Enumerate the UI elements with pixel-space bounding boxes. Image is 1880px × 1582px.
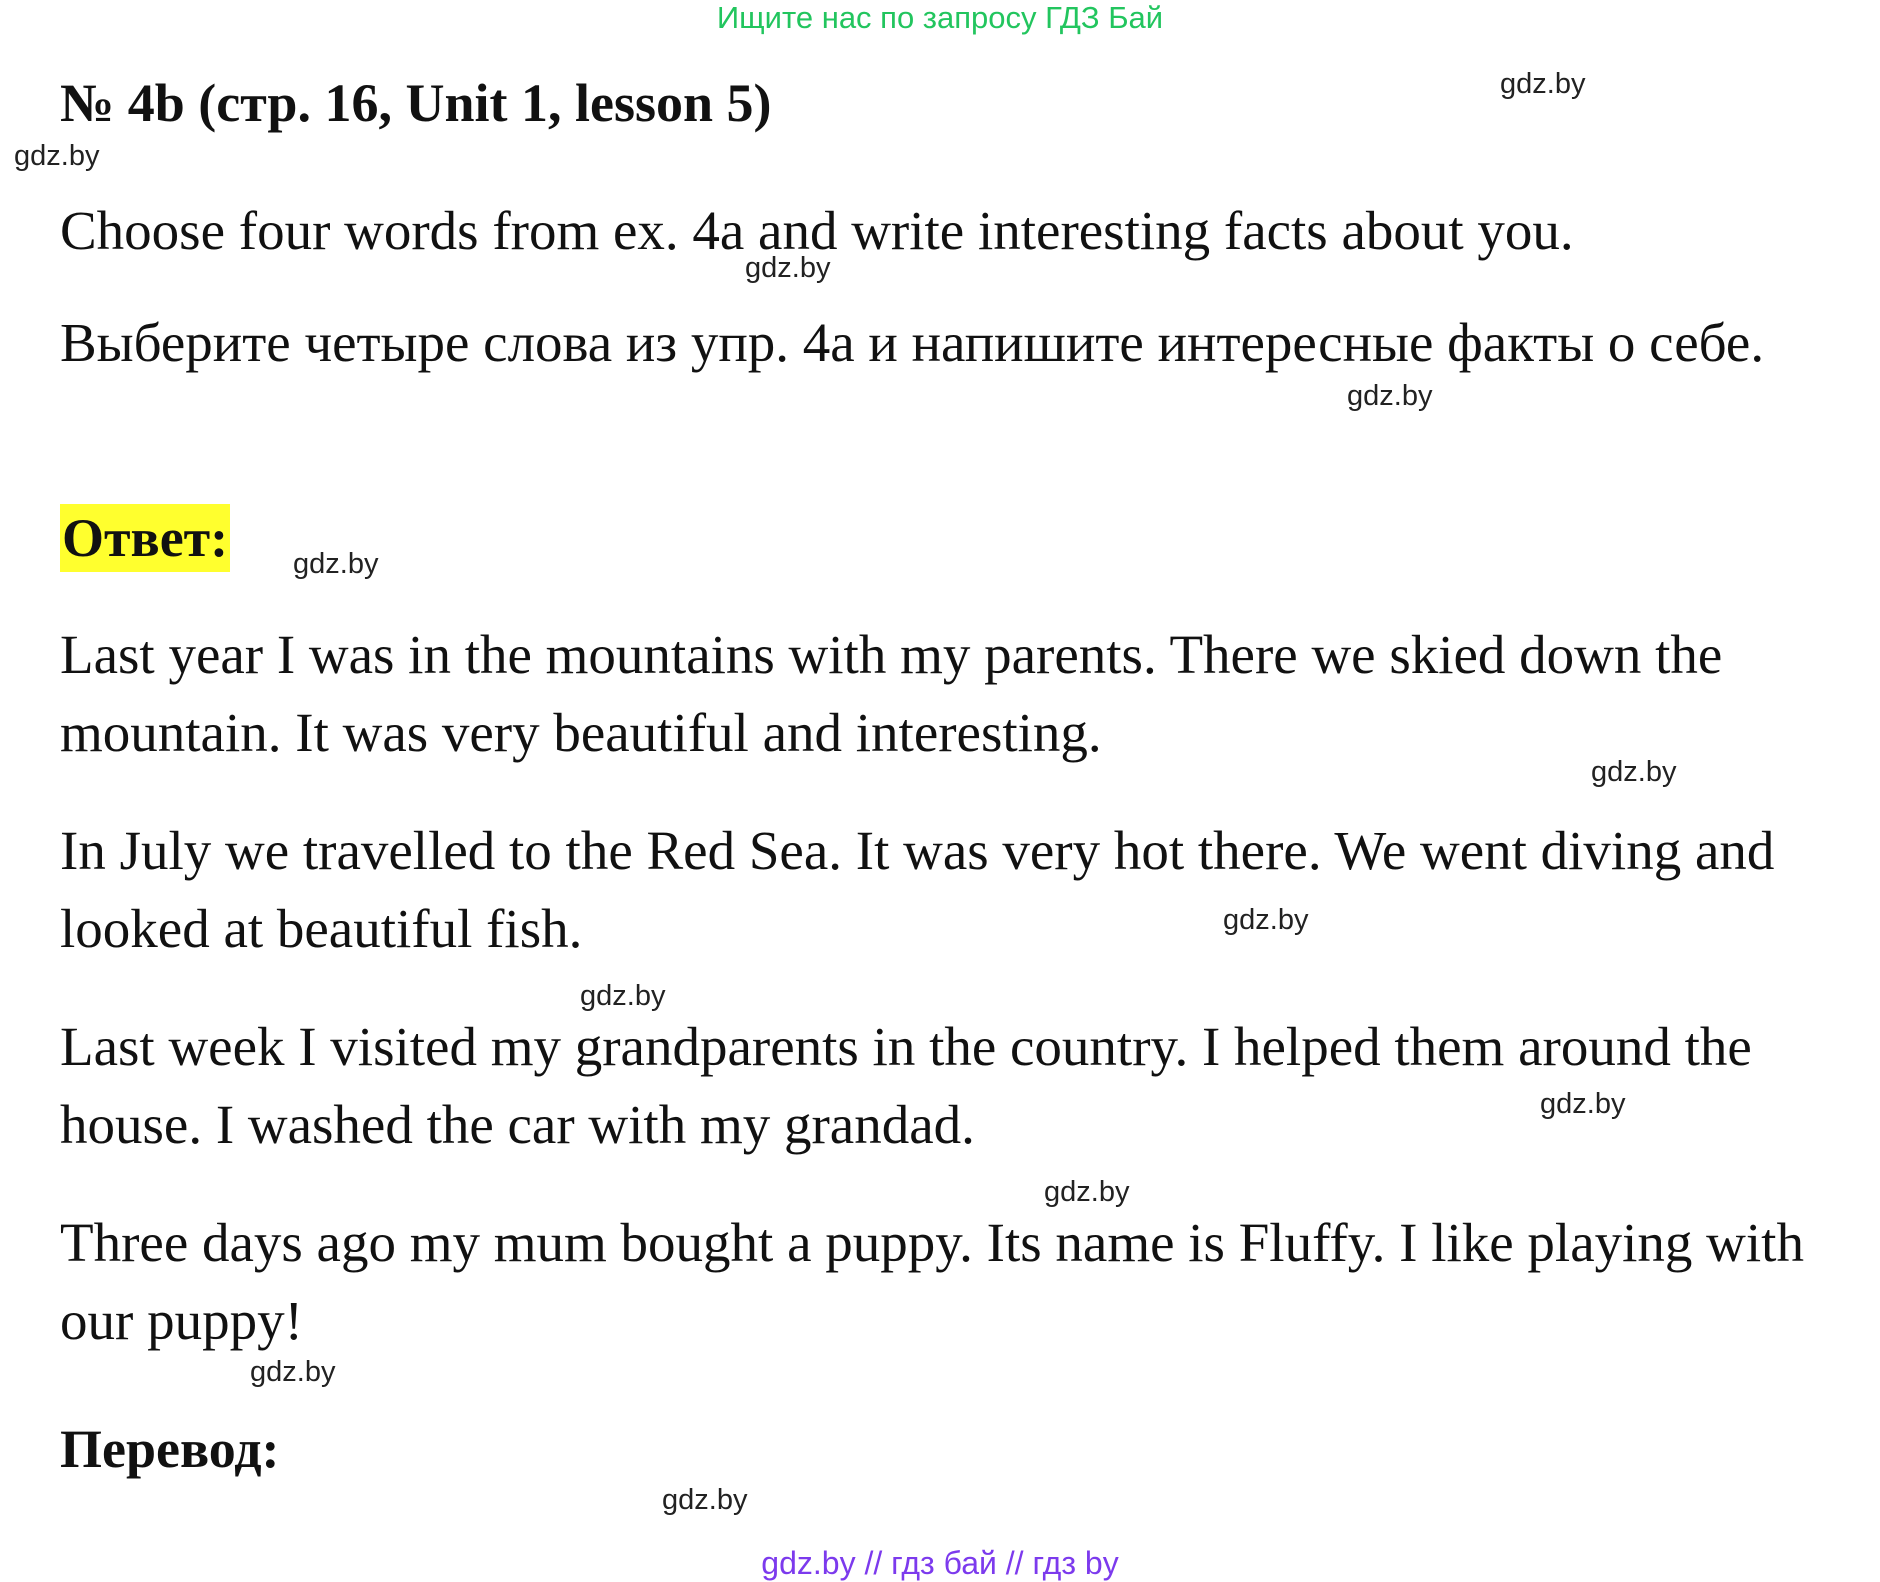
watermark: gdz.by [14, 140, 100, 172]
answer-label: Ответ: [60, 504, 230, 572]
watermark: gdz.by [580, 980, 666, 1012]
translation-label: Перевод: [60, 1419, 280, 1479]
watermark: gdz.by [1044, 1176, 1130, 1208]
watermark: gdz.by [1591, 756, 1677, 788]
watermark: gdz.by [745, 252, 831, 284]
watermark: gdz.by [1223, 904, 1309, 936]
task-russian: Выберите четыре слова из упр. 4a и напишите интересные факты о себе. [60, 312, 1765, 373]
answer-paragraph: Last year I was in the mountains with my parents. There we skied down the mountain. It was very beautiful and interesting. [60, 624, 1723, 763]
answer-paragraph: Last week I visited my grandparents in the country. I helped them around the house. I washed the car with my grandad. [60, 1016, 1752, 1155]
answer-paragraph: In July we travelled to the Red Sea. It was very hot there. We went diving and looked at beautiful fish. [60, 820, 1775, 959]
watermark: gdz.by [1540, 1088, 1626, 1120]
watermark: gdz.by [293, 548, 379, 580]
footer-links: gdz.by // гдз бай // гдз by [761, 1545, 1119, 1581]
watermark: gdz.by [1500, 68, 1586, 100]
task-english: Choose four words from ex. 4a and write interesting facts about you. [60, 200, 1574, 261]
watermark: gdz.by [662, 1484, 748, 1516]
top-banner: Ищите нас по запросу ГДЗ Бай [716, 0, 1164, 35]
answer-paragraph: Three days ago my mum bought a puppy. Its name is Fluffy. I like playing with our puppy! [60, 1212, 1804, 1351]
watermark: gdz.by [1347, 380, 1433, 412]
exercise-title: № 4b (стр. 16, Unit 1, lesson 5) [60, 73, 772, 133]
watermark: gdz.by [250, 1356, 336, 1388]
